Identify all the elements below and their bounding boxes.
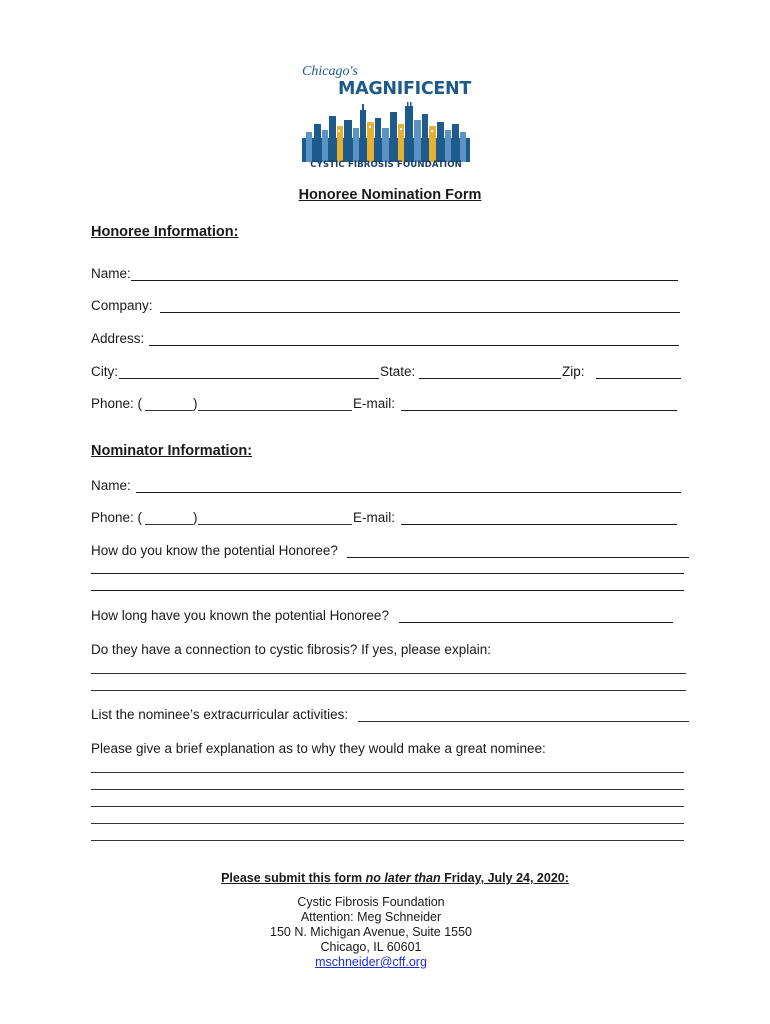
honoree-phone-label: Phone: ( bbox=[91, 396, 143, 411]
explanation-line-3[interactable] bbox=[91, 806, 684, 807]
explanation-question: Please give a brief explanation as to why they would make a great nominee: bbox=[91, 741, 546, 756]
explanation-line-1[interactable] bbox=[91, 772, 684, 773]
nominator-name-label: Name: bbox=[91, 478, 131, 493]
activities-row bbox=[91, 707, 691, 725]
submit-prefix: Please submit this form bbox=[221, 871, 366, 885]
honoree-email-label: E-mail: bbox=[353, 396, 396, 411]
contact-email-link[interactable]: mschneider@cff.org bbox=[315, 955, 427, 969]
nominator-phone-row bbox=[91, 510, 691, 528]
honoree-section-heading: Honoree Information: bbox=[91, 224, 239, 240]
honoree-zip-field[interactable] bbox=[596, 378, 681, 379]
address-email-row bbox=[0, 955, 742, 970]
how-long-row bbox=[91, 608, 691, 626]
how-long-label: How long have you known the potential Honoree? bbox=[91, 608, 389, 623]
know-honoree-field[interactable] bbox=[347, 557, 689, 558]
honoree-phone-row bbox=[91, 396, 691, 414]
honoree-phone-field[interactable] bbox=[198, 410, 352, 411]
know-honoree-line-3[interactable] bbox=[91, 590, 684, 591]
explanation-line-5[interactable] bbox=[91, 840, 684, 841]
activities-field[interactable] bbox=[358, 721, 689, 722]
connection-line-1[interactable] bbox=[91, 673, 686, 674]
nominator-phone-field[interactable] bbox=[198, 524, 352, 525]
connection-question: Do they have a connection to cystic fibrosis? If yes, please explain: bbox=[91, 642, 491, 657]
honoree-address-row bbox=[91, 331, 691, 349]
honoree-name-field[interactable] bbox=[131, 280, 678, 281]
honoree-company-row bbox=[91, 298, 691, 316]
logo-footer-text: CYSTIC FIBROSIS FOUNDATION bbox=[310, 160, 462, 170]
logo-script-text: Chicago's bbox=[302, 64, 358, 79]
know-honoree-label: How do you know the potential Honoree? bbox=[91, 543, 338, 558]
connection-line-2[interactable] bbox=[91, 690, 686, 691]
address-city: Chicago, IL 60601 bbox=[320, 940, 422, 954]
honoree-city-field[interactable] bbox=[119, 378, 379, 379]
explanation-line-2[interactable] bbox=[91, 789, 684, 790]
address-org: Cystic Fibrosis Foundation bbox=[297, 895, 445, 909]
honoree-city-label: City: bbox=[91, 364, 118, 379]
honoree-company-label: Company: bbox=[91, 298, 153, 313]
honoree-email-field[interactable] bbox=[401, 410, 677, 411]
honoree-city-row bbox=[91, 364, 691, 382]
nominator-section-heading: Nominator Information: bbox=[91, 443, 253, 459]
skyline-icon bbox=[302, 102, 470, 162]
nominator-name-row bbox=[91, 478, 691, 496]
know-honoree-row bbox=[91, 543, 691, 561]
honoree-zip-label: Zip: bbox=[562, 364, 585, 379]
submit-deadline bbox=[0, 871, 770, 885]
nominator-email-label: E-mail: bbox=[353, 510, 396, 525]
submit-suffix: Friday, July 24, 2020: bbox=[440, 871, 569, 885]
honoree-company-field[interactable] bbox=[160, 312, 680, 313]
nominator-phone-close: ) bbox=[193, 510, 198, 525]
logo-main-text: MAGNIFICENT bbox=[338, 79, 472, 99]
honoree-name-row bbox=[91, 266, 691, 284]
nominator-name-field[interactable] bbox=[136, 492, 681, 493]
honoree-name-label: Name: bbox=[91, 266, 131, 281]
foundation-logo bbox=[302, 64, 470, 174]
form-title: Honoree Nomination Form bbox=[298, 187, 482, 203]
explanation-line-4[interactable] bbox=[91, 823, 684, 824]
address-street: 150 N. Michigan Avenue, Suite 1550 bbox=[270, 925, 472, 939]
nominator-area-code-field[interactable] bbox=[145, 524, 193, 525]
honoree-state-field[interactable] bbox=[419, 378, 561, 379]
honoree-area-code-field[interactable] bbox=[145, 410, 193, 411]
submit-emphasis: no later than bbox=[365, 871, 441, 885]
address-attention: Attention: Meg Schneider bbox=[300, 910, 442, 924]
honoree-state-label: State: bbox=[380, 364, 416, 379]
activities-label: List the nominee’s extracurricular activities: bbox=[91, 707, 349, 722]
how-long-field[interactable] bbox=[399, 622, 673, 623]
know-honoree-line-2[interactable] bbox=[91, 573, 684, 574]
honoree-address-field[interactable] bbox=[149, 345, 679, 346]
nominator-phone-label: Phone: ( bbox=[91, 510, 143, 525]
honoree-phone-close: ) bbox=[193, 396, 198, 411]
honoree-address-label: Address: bbox=[91, 331, 145, 346]
nominator-email-field[interactable] bbox=[401, 524, 677, 525]
